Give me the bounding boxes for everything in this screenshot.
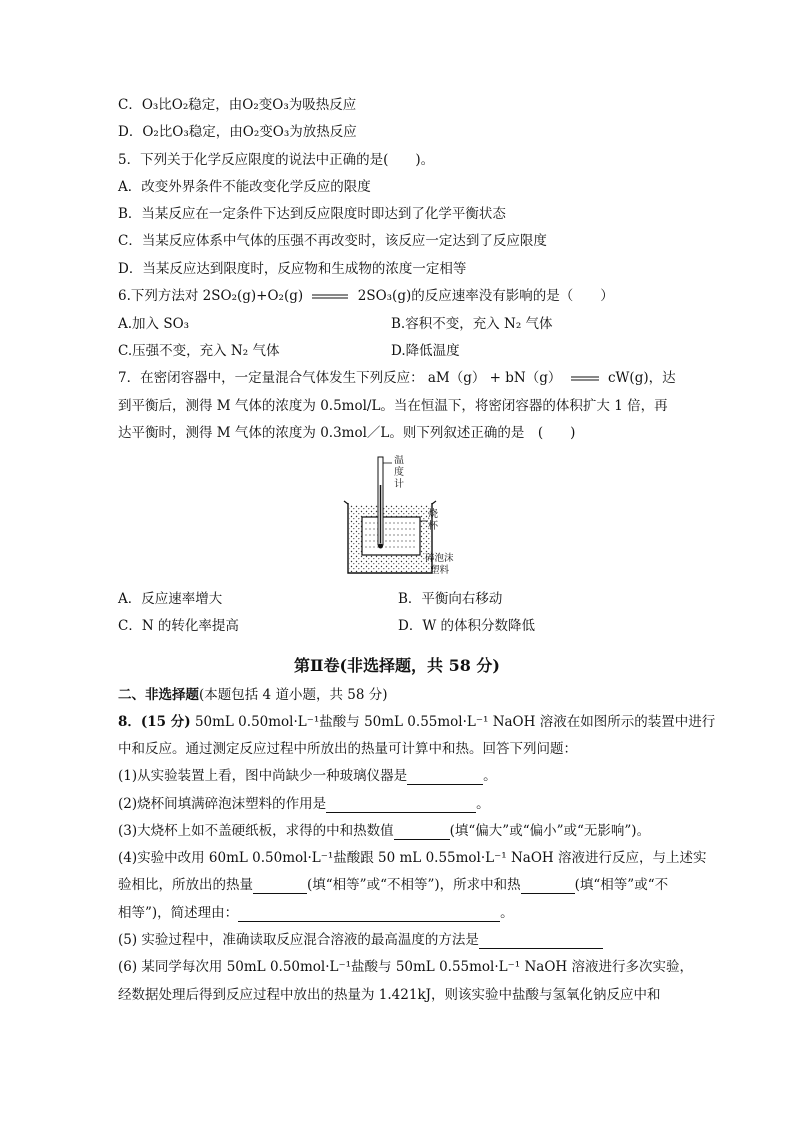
q6-stem bbox=[118, 287, 614, 305]
equilibrium-arrow-icon bbox=[570, 374, 600, 384]
q7-stem-pre: 7．在密闭容器中，一定量混合气体发生下列反应： aM（g） + bN（g） bbox=[118, 370, 562, 386]
q8-part2-end: 。 bbox=[476, 796, 490, 812]
q5-stem: 5．下列关于化学反应限度的说法中正确的是( )。 bbox=[118, 152, 435, 168]
q7-option-a: A．反应速率增大 bbox=[118, 591, 223, 607]
q8-part4-text-e: 。 bbox=[500, 905, 514, 921]
q6-stem-pre: 6.下列方法对 2SO₂(g)+O₂(g) bbox=[118, 288, 304, 304]
q8-part2-text: (2)烧杯间填满碎泡沫塑料的作用是 bbox=[118, 796, 327, 812]
q7-stem-line1 bbox=[118, 369, 676, 387]
beaker-label-1: 烧 bbox=[428, 509, 438, 520]
q8-part3-blank[interactable] bbox=[394, 825, 450, 840]
q5-option-b: B．当某反应在一定条件下达到反应限度时即达到了化学平衡状态 bbox=[118, 206, 506, 222]
section-title: 第Ⅱ卷(非选择题，共 58 分) bbox=[293, 656, 501, 675]
section-heading-label: 二、非选择题 bbox=[118, 687, 199, 703]
q6-option-b: B.容积不变，充入 N₂ 气体 bbox=[391, 316, 553, 332]
thermometer-label-3: 计 bbox=[394, 479, 404, 490]
q8-stem-line2: 中和反应。通过测定反应过程中所放出的热量可计算中和热。回答下列问题： bbox=[118, 741, 577, 757]
q8-part3-post: (填“偏大”或“偏小”或“无影响”)。 bbox=[449, 823, 651, 839]
equilibrium-arrow-icon bbox=[311, 292, 349, 302]
q7-option-b: B．平衡向右移动 bbox=[398, 591, 503, 607]
q8-part4-text-d: 相等”)，简述理由： bbox=[118, 905, 239, 921]
calorimeter-figure bbox=[330, 455, 475, 580]
beaker-label-2: 杯 bbox=[428, 521, 438, 532]
q6-stem-post: 2SO₃(g)的反应速率没有影响的是（ ） bbox=[357, 288, 614, 304]
q8-part4-text-a: 验相比，所放出的热量 bbox=[118, 877, 253, 893]
q8-part1-text: (1)从实验装置上看，图中尚缺少一种玻璃仪器是 bbox=[118, 768, 408, 784]
q8-part2-blank[interactable] bbox=[326, 798, 476, 813]
thermometer-label-2: 度 bbox=[394, 467, 404, 478]
q8-part4-line3 bbox=[118, 904, 514, 922]
q8-part4-text-b: (填“相等”或“不相等”)，所求中和热 bbox=[307, 877, 521, 893]
q8-part4-line2 bbox=[118, 876, 668, 894]
q7-stem-line3: 达平衡时，测得 M 气体的浓度为 0.3mol／L。则下列叙述正确的是 ( ) bbox=[118, 425, 576, 441]
q6-option-c: C.压强不变，充入 N₂ 气体 bbox=[118, 343, 280, 359]
foam-label-2: 塑料 bbox=[430, 565, 450, 576]
section-heading bbox=[118, 686, 387, 704]
q8-part5 bbox=[118, 931, 603, 949]
q7-option-d: D．W 的体积分数降低 bbox=[398, 618, 535, 634]
q8-part4-line1: (4)实验中改用 60mL 0.50mol·L⁻¹盐酸跟 50 mL 0.55mol·L⁻¹ NaOH 溶液进行反应，与上述实 bbox=[118, 850, 707, 866]
q7-stem-line2: 到平衡后，测得 M 气体的浓度为 0.5mol/L。当在恒温下，将密闭容器的体积扩大 1 倍，再 bbox=[118, 398, 668, 414]
q8-part4-text-c: (填“相等”或“不 bbox=[574, 877, 669, 893]
q6-option-d: D.降低温度 bbox=[391, 343, 460, 359]
q5-option-c: C．当某反应体系中气体的压强不再改变时，该反应一定达到了反应限度 bbox=[118, 233, 547, 249]
q8-part5-blank[interactable] bbox=[479, 934, 603, 949]
q6-option-a: A.加入 SO₃ bbox=[118, 316, 190, 332]
q4-option-c: C．O₃比O₂稳定，由O₂变O₃为吸热反应 bbox=[118, 97, 357, 113]
section-heading-note: (本题包括 4 道小题，共 58 分) bbox=[199, 687, 388, 703]
q8-part6-line1: (6) 某同学每次用 50mL 0.50mol·L⁻¹盐酸与 50mL 0.55mol·L⁻¹ NaOH 溶液进行多次实验， bbox=[118, 959, 693, 975]
q4-option-d: D．O₂比O₃稳定，由O₂变O₃为放热反应 bbox=[118, 124, 357, 140]
q8-part3 bbox=[118, 822, 650, 840]
q7-stem-post: cW(g)，达 bbox=[607, 370, 676, 386]
q8-stem-line1 bbox=[118, 713, 715, 731]
q8-part4-blank-reason[interactable] bbox=[238, 907, 500, 922]
q8-number: 8．(15 分) bbox=[118, 714, 191, 730]
q8-part1-end: 。 bbox=[483, 768, 497, 784]
q8-part4-blank-heat[interactable] bbox=[253, 879, 307, 894]
q8-part2 bbox=[118, 795, 490, 813]
q8-part6-line2: 经数据处理后得到反应过程中放出的热量为 1.421kJ，则该实验中盐酸与氢氧化钠反应中和 bbox=[118, 987, 661, 1003]
foam-label-1: 碎泡沫 bbox=[425, 553, 454, 564]
q5-option-a: A．改变外界条件不能改变化学反应的限度 bbox=[118, 179, 371, 195]
q8-part5-text: (5) 实验过程中，准确读取反应混合溶液的最高温度的方法是 bbox=[118, 932, 479, 948]
thermometer-icon bbox=[378, 457, 383, 549]
q5-option-d: D．当某反应达到限度时，反应物和生成物的浓度一定相等 bbox=[118, 261, 467, 277]
q8-part4-blank-neutralization[interactable] bbox=[521, 879, 575, 894]
q7-option-c: C．N 的转化率提高 bbox=[118, 618, 239, 634]
q8-part1-blank[interactable] bbox=[407, 770, 483, 785]
thermometer-label-1: 温 bbox=[394, 455, 404, 466]
q8-part1 bbox=[118, 767, 497, 785]
q8-stem-text: 50mL 0.50mol·L⁻¹盐酸与 50mL 0.55mol·L⁻¹ NaOH 溶液在如图所示的装置中进行 bbox=[190, 714, 716, 730]
q8-part3-pre: (3)大烧杯上如不盖硬纸板，求得的中和热数值 bbox=[118, 823, 394, 839]
